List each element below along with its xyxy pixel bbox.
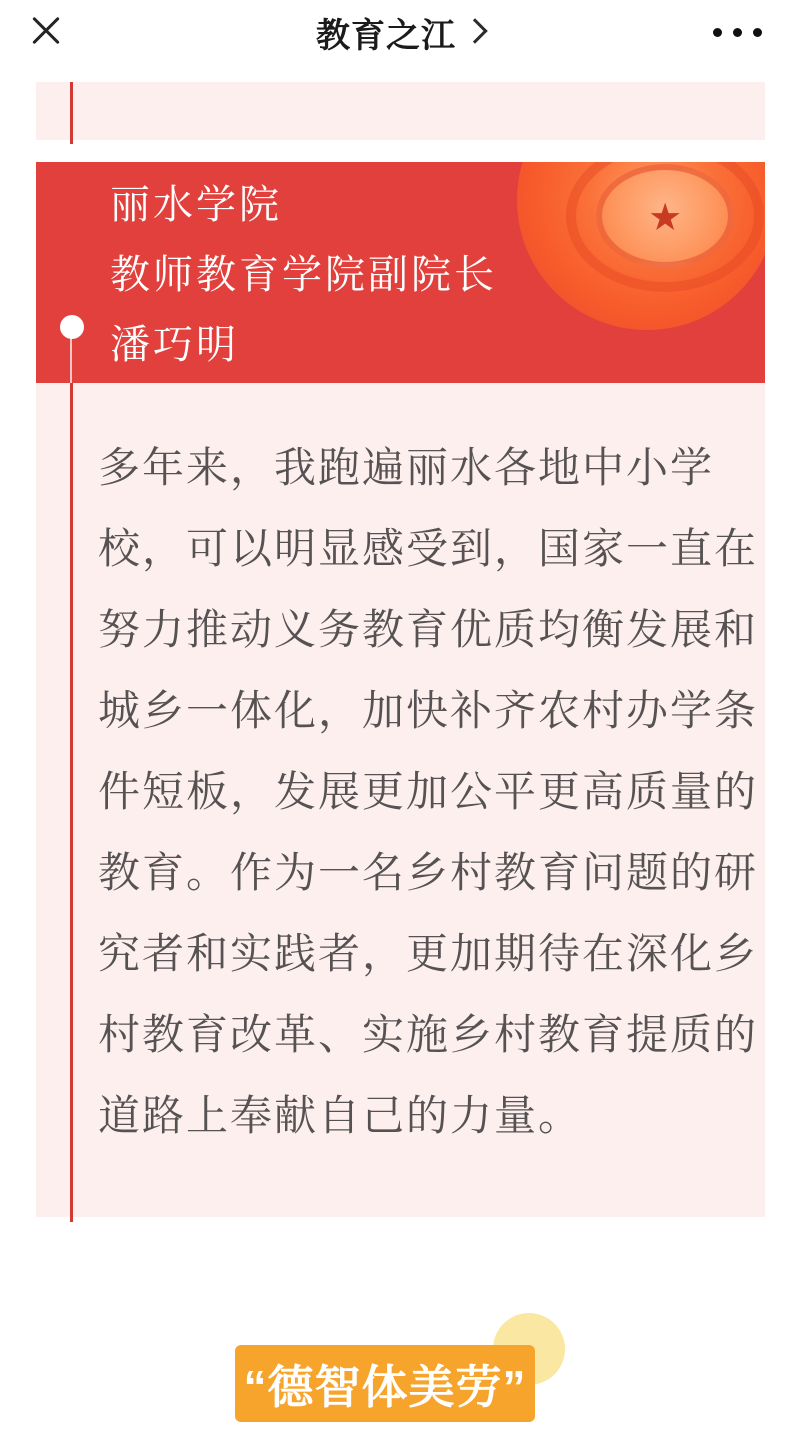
page-title: 教育之江: [316, 16, 456, 55]
top-bar: [0, 0, 800, 80]
quote-text-line: 多年来，我跑遍丽水各地中小学: [98, 444, 715, 491]
ellipsis-dot: [753, 28, 762, 37]
speaker-org: 丽水学院: [110, 183, 282, 227]
quote-text-line: 村教育改革、实施乡村教育提质的: [98, 1011, 759, 1058]
ellipsis-dot: [713, 28, 722, 37]
account-title-link[interactable]: [316, 0, 484, 64]
quote-text-line: 道路上奉献自己的力量。: [98, 1092, 583, 1139]
chevron-right-icon: [462, 18, 487, 43]
quote-text-line: 教育。作为一名乡村教育问题的研: [98, 849, 759, 896]
quote-text-line: 件短板，发展更加公平更高质量的: [98, 768, 759, 815]
speaker-name: 潘巧明: [110, 323, 239, 367]
close-icon[interactable]: [24, 9, 68, 53]
quote-text-line: 究者和实践者，更加期待在深化乡: [98, 930, 759, 977]
quote-card: [36, 383, 765, 1217]
speaker-role: 教师教育学院副院长: [110, 253, 497, 297]
quote-text-line: 城乡一体化，加快补齐农村办学条: [98, 687, 759, 734]
speaker-info: [36, 162, 765, 380]
ellipsis-dot: [733, 28, 742, 37]
quote-paragraph: [36, 383, 765, 1156]
section-heading-label: “德智体美劳”: [243, 1360, 527, 1413]
previous-card-remnant: [36, 82, 765, 140]
speaker-card: [36, 162, 765, 383]
star-icon: ★: [648, 195, 683, 240]
quote-text-line: 努力推动义务教育优质均衡发展和: [98, 606, 759, 653]
timeline-line: [70, 82, 73, 144]
section-heading-badge: [235, 1345, 535, 1422]
quote-text-line: 校，可以明显感受到，国家一直在: [98, 525, 759, 572]
timeline-node-dot: [60, 315, 84, 339]
more-menu-icon[interactable]: [713, 12, 762, 52]
